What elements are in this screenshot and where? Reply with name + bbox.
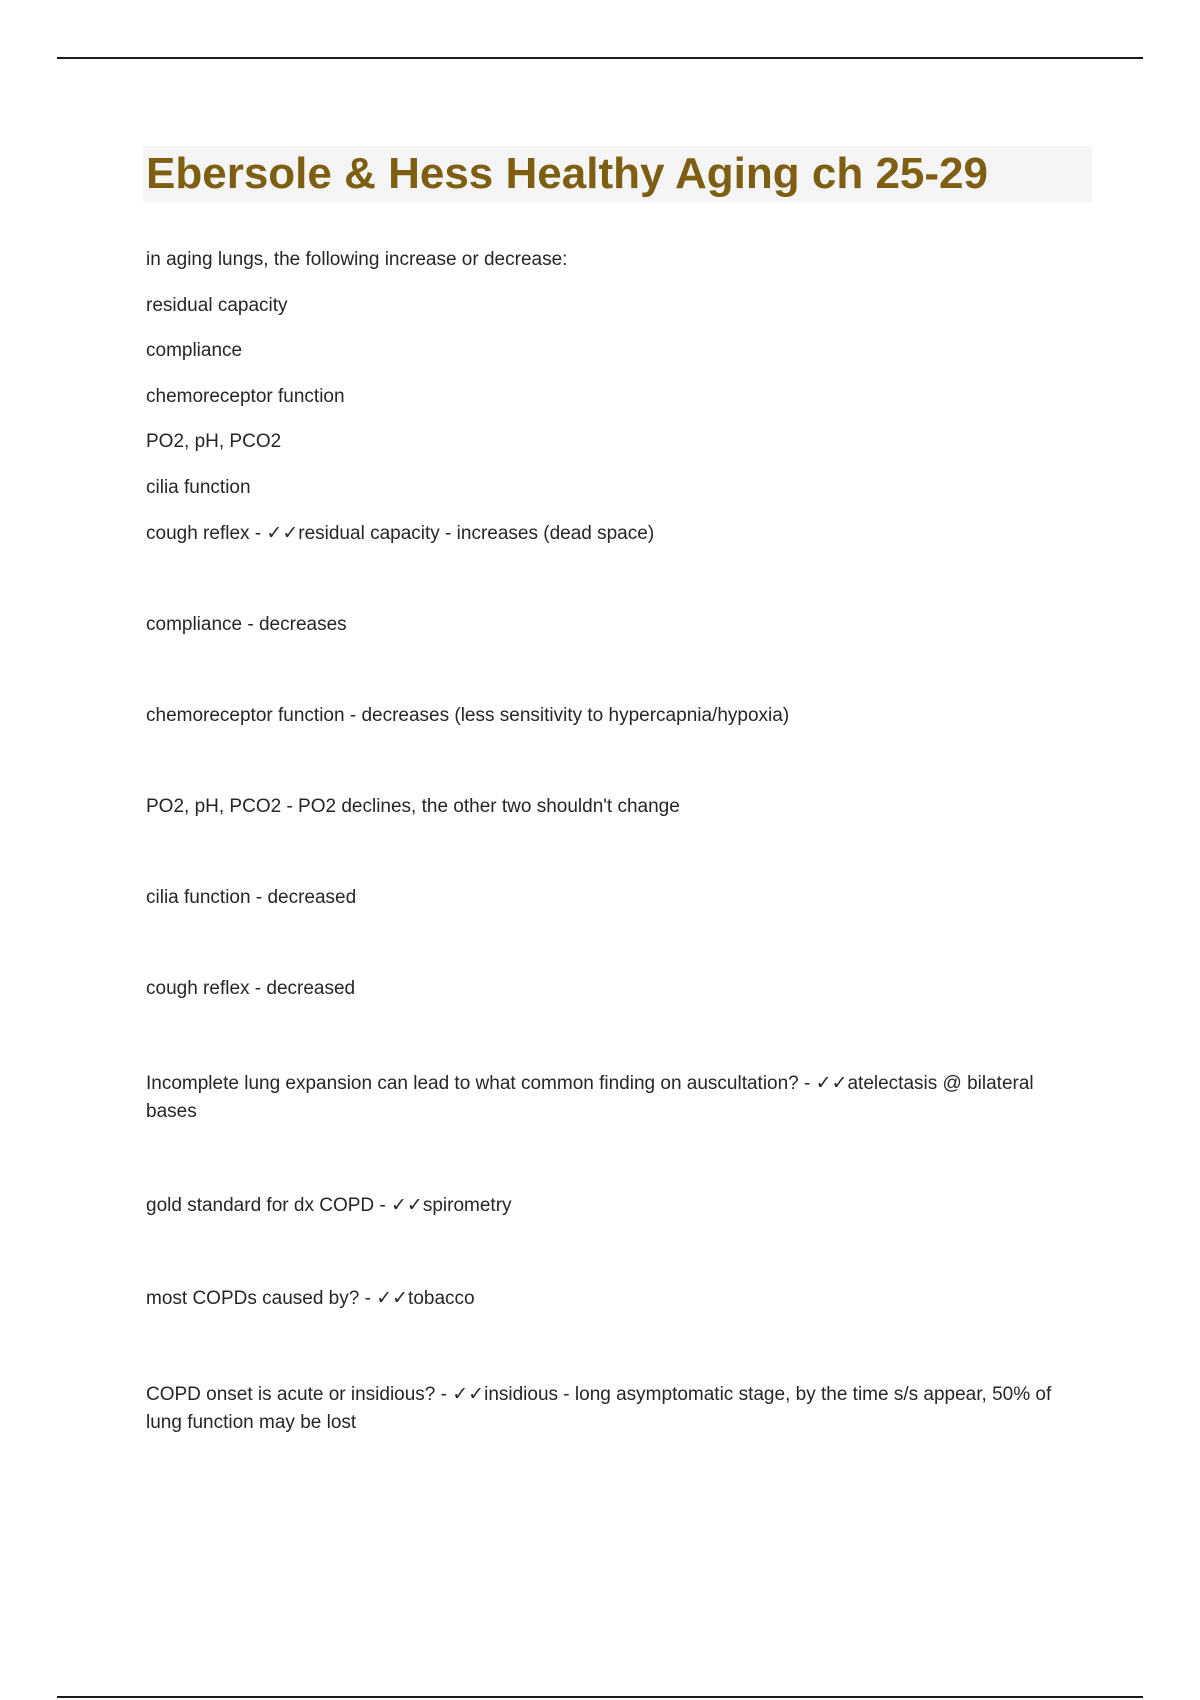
qa-item (146, 1285, 475, 1313)
title-banner (143, 146, 1092, 202)
qa-question: most COPDs caused by? - (146, 1288, 377, 1309)
intro-item: PO2, pH, PCO2 (146, 431, 282, 452)
answer-line: compliance - decreases (146, 614, 347, 635)
double-check-icon: ✓✓ (376, 1288, 409, 1309)
double-check-icon: ✓✓ (815, 1073, 848, 1094)
answer-line: cough reflex - decreased (146, 978, 356, 999)
qa-question: gold standard for dx COPD - (146, 1195, 391, 1216)
document-title: Ebersole & Hess Healthy Aging ch 25-29 (146, 149, 988, 198)
answer-text: residual capacity - increases (dead space) (298, 523, 655, 544)
double-check-icon: ✓✓ (391, 1195, 423, 1216)
answer-line: PO2, pH, PCO2 - PO2 declines, the other two shouldn't change (146, 796, 680, 817)
qa-question: Incomplete lung expansion can lead to what common finding on auscultation? - (146, 1073, 816, 1094)
qa-answer: tobacco (408, 1288, 475, 1309)
qa-item (146, 1070, 1086, 1126)
intro-last-line (146, 520, 654, 548)
answer-line: chemoreceptor function - decreases (less sensitivity to hypercapnia/hypoxia) (146, 705, 790, 726)
intro-item: residual capacity (146, 295, 288, 316)
double-check-icon: ✓✓ (266, 523, 299, 544)
qa-question: COPD onset is acute or insidious? - (146, 1384, 453, 1405)
intro-item: chemoreceptor function (146, 386, 345, 407)
top-rule (57, 57, 1143, 59)
bottom-rule (57, 1696, 1143, 1698)
intro-item: compliance (146, 340, 243, 361)
answer-line: cilia function - decreased (146, 887, 357, 908)
intro-question: in aging lungs, the following increase or decrease: (146, 249, 568, 270)
qa-answer: atelectasis @ bilateral bases (146, 1073, 1034, 1122)
qa-item (146, 1381, 1086, 1437)
qa-answer: spirometry (422, 1195, 512, 1216)
qa-item (146, 1192, 512, 1220)
qa-answer: insidious - long asymptomatic stage, by the time s/s appear, 50% of lung function may be lost (146, 1384, 1052, 1433)
intro-last-item: cough reflex - (146, 523, 267, 544)
double-check-icon: ✓✓ (452, 1384, 485, 1405)
intro-item: cilia function (146, 477, 251, 498)
